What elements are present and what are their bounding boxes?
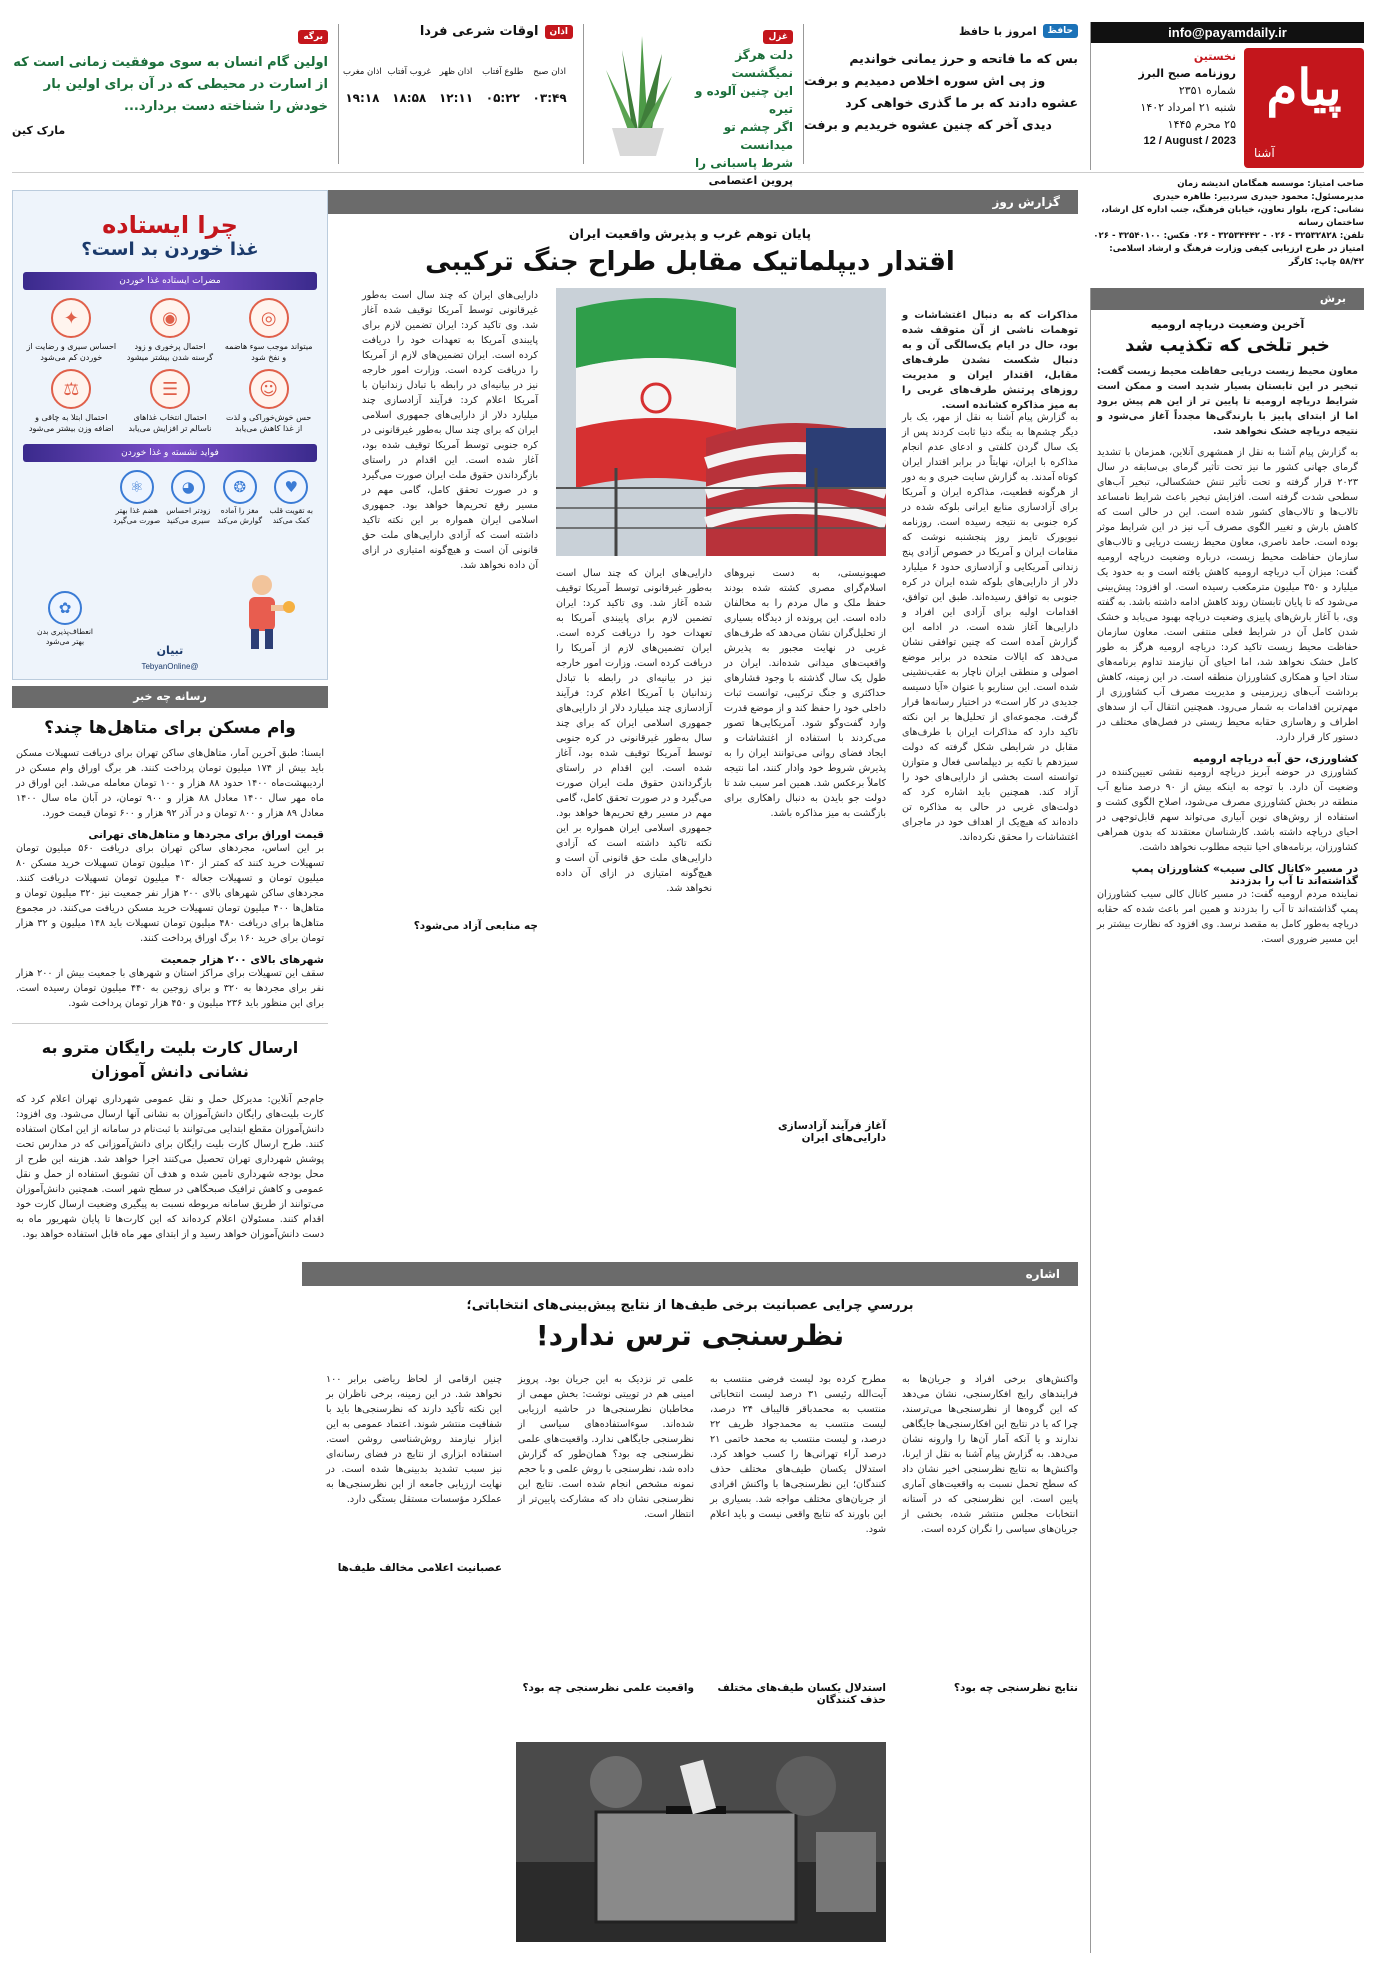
- quote-author: مارک کین: [12, 124, 66, 137]
- section-label-text: گزارش روز: [992, 195, 1060, 209]
- ad-harm-item: [222, 369, 315, 434]
- prayer-header: اذان صبح: [533, 67, 566, 77]
- news-sub2-body: سقف این تسهیلات برای مراکز استان و شهرهای با جمعیت بیش از ۲۰۰ هزار نفر برای مجردها به ۳۲۰ و برای زوجین به ۴۴۰ میلیون تومان رسیده است. برای این منظور باید ۲۳۶ میلیون و ۴۵۰ هزار تومان پرداخت شود.: [16, 968, 324, 1009]
- credit-line: مدیرمسئول: محمود حیدری سردبیر: طاهره حیدری: [1152, 192, 1364, 202]
- metro-card-body: جام‌جم آنلاین: مدیرکل حمل و نقل عمومی شهرداری تهران اعلام کرد که کارت بلیت‌های رایگان دانش‌آموزان به نشانی آنها ارسال می‌شود. وی افزود: دانش‌آموزان مقطع ابتدایی می‌توانند با ثبت‌نام در سامانه از این امکان استفاده کنند. طرح ارسال کارت بلیت رایگان برای دانش‌آموزانی که در مدارس تحت پوشش شهرداری تهران تحصیل می‌کنند اجرا خواهد شد. هزینه این طرح از محل بودجه شهرداری تامین شده و هدف آن تشویق استفاده از حمل و نقل عمومی و کاهش ترافیک صبحگاهی در سطح شهر است. همچنین دانش‌آموزان می‌توانند از طریق سامانه مربوطه نسبت به پیگیری وضعیت ارسال کارت خود اقدام کنند. مسئولان اعلام کرده‌اند که این کارت‌ها تا پایان شهریور ماه به دست دانش‌آموزان خواهد رسید و از ابتدای مهر ماه قابل استفاده خواهد بود.: [16, 1094, 324, 1240]
- section-label-text: رسانه چه خبر: [133, 690, 207, 703]
- quote-box: [12, 24, 328, 164]
- date-en: 12 / August / 2023: [1143, 135, 1236, 147]
- date-fa: شنبه ۲۱ امرداد ۱۴۰۲: [1140, 101, 1236, 114]
- report-kicker: پایان توهم غرب و پذیرش واقعیت ایران: [568, 226, 812, 241]
- issue-number: شماره ۲۳۵۱: [1178, 84, 1236, 97]
- ad-strip-harms: مضرات ایستاده غذا خوردن: [23, 272, 317, 290]
- ad-harms-grid: [13, 290, 327, 442]
- ad-harm-text: احساس سیری و رضایت از خوردن کم می‌شود: [26, 342, 117, 362]
- hafez-line: وز پی اش سوره اخلاص دمیدیم و برفت: [804, 73, 1046, 88]
- ad-benefit-text: زودتر احساس سیری می‌کنید: [166, 506, 211, 525]
- infographic-ad[interactable]: [12, 190, 328, 680]
- stretch-icon: ✿: [48, 591, 82, 625]
- section-label-text: اشاره: [1025, 1267, 1060, 1281]
- date-hijri: ۲۵ محرم ۱۴۴۵: [1167, 118, 1236, 131]
- masthead-info: [1096, 48, 1236, 150]
- prayer-value: ۱۲:۱۱: [438, 91, 474, 105]
- section-label-media: [12, 686, 328, 708]
- ad-brand: تبیان: [156, 644, 184, 657]
- burger-icon: ☰: [150, 369, 190, 409]
- boresh-lead: معاون محیط زیست دریایی حفاظت محیط زیست گفت: تبخیر در این تابستان بسیار شدید است و ممکن است شرایط دریاچه ارومیه تا پایین تر از این هم پیش برود اما از ابتدای پاییز با بارندگی‌ها مجدداً آغاز می‌شود و نتیجه دریاچه خشک نخواهد شد.: [1097, 366, 1358, 437]
- credit-line: صاحب امتیاز: موسسه همگامان اندیشه زمان: [1177, 179, 1364, 189]
- bowl-icon: ◕: [171, 470, 205, 504]
- prayer-col: [386, 67, 433, 105]
- ad-benefit-item: [165, 470, 213, 526]
- hafez-box: [803, 24, 1078, 164]
- hafez-verses: [804, 48, 1078, 136]
- logo-text: پیام: [1266, 58, 1342, 117]
- scale-icon: ⚖: [51, 369, 91, 409]
- prayer-header: اذان مغرب: [343, 67, 382, 77]
- ishareh-kicker: بررسیِ چرایی عصبانیت برخی طیف‌ها از نتایج پیش‌بینی‌های انتخاباتی؛: [466, 1298, 914, 1313]
- logo-block: [1244, 48, 1364, 168]
- ad-harm-item: [25, 369, 118, 434]
- report-col1: به گزارش پیام آشنا به نقل از مهر، یک بار دیگر چشم‌ها به ینگه دنیا ثابت کردند پس از یک سال گردن کلفتی و ادعای عدم انجام مذاکره با ایران، نهایتاً در برابر اقتدار ایران کوتاه آمدند. به گزارش سایت خبری و به دور از هرگونه قطعیت، مذاکره ایران و آمریکا برای آزادسازی منابع ایرانی بلوکه شده در کره جنوبی به نتیجه رسیده است. روزنامه نیویورک تایمز روز پنجشنبه نوشت که مقامات ایران و آمریکا در خصوص آزادی پنج زندانی آمریکایی و آزادسازی حدود ۶ میلیارد دلار از دارایی‌های بلوکه شده ایران در کره جنوبی به توافق رسیده‌اند. طبق این توافق، اقدامات اولیه برای آزادی این افراد و دارایی‌ها آغاز شده است. در ادامه این گزارش آمده است که چنین توافقی نشان می‌دهد که ایالات متحده در برابر موضع اصولی و منطقی ایران ناچار به عقب‌نشینی شده است. این سناریو با عنوان «آیا دسیسه جدیدی در کار است» در اختیار رسانه‌ها قرار گرفت. مجموعه‌ای از تحلیل‌ها بر این نکته تاکید دارد که مذاکرات ایران با طرف‌های مقابل در شرایطی شکل گرفته که دولت سیزدهم با تکیه بر دیپلماسی فعال و متوازن توانسته است بخشی از دارایی‌های خود را آزاد کند. همچنین باید اشاره کرد که دولت‌های غربی در حالی به مذاکره تن داده‌اند که هیچ‌یک از اهداف خود در ماجرای اغتشاشات را محقق نکرده‌اند.: [902, 412, 1079, 843]
- report-sub2: آغاز فرآیند آزادسازی دارایی‌های ایران: [778, 1120, 886, 1144]
- prayer-value: ۱۸:۵۸: [392, 91, 427, 105]
- hafez-title: امروز با حافظ: [959, 24, 1037, 38]
- hafez-line: بس که ما فاتحه و حرز یمانی خواندیم: [849, 51, 1078, 66]
- email[interactable]: info@payamdaily.ir: [1091, 22, 1364, 43]
- boresh-sub1-body: کشاورزی در حوضه آبریز دریاچه ارومیه نقشی تعیین‌کننده در وضعیت آن دارد. با توجه به اینکه بیش از ۹۰ درصد منابع آب منطقه در بخش کشاورزی مصرف می‌شود، اصلاح الگوی کشت و استفاده از روش‌های نوین آبیاری می‌تواند سهم قابل‌توجهی در احیای دریاچه داشته باشد. کارشناسان معتقدند که بدون همراهی کشاورزان، برنامه‌های احیا نتیجه مطلوب نخواهد داشت.: [1097, 767, 1358, 853]
- news-divider: [12, 1023, 328, 1024]
- report-section: [302, 190, 1078, 1240]
- prayer-header: غروب آفتاب: [387, 67, 431, 77]
- ishareh-sub2: نتایج نظرسنجی چه بود؟: [953, 1682, 1078, 1694]
- face-icon: ☺: [249, 369, 289, 409]
- boresh-title: خبر تلخی که تکذیب شد: [1125, 335, 1330, 356]
- ad-benefit-text: انعطاف‌پذیری بدن بهتر می‌شود: [36, 627, 94, 646]
- credit-line: تلفن: ۳۲۵۳۲۸۲۸ - ۰۲۶ - ۳۲۵۳۴۴۴۲ - ۰۲۶ فکس: ۳۲۵۴۰۱۰۰ - ۰۲۶: [1093, 231, 1364, 241]
- report-col4: دارایی‌های ایران که چند سال است به‌طور غیرقانونی توسط آمریکا توقیف شده آغاز شد. وی تاکید کرد: ایران تضمین لازم برای پایبندی آمریکا به تعهدات خود را دریافت کرده است. ایران تضمین‌های لازم از آمریکا را دریافت کرده است. وزارت امور خارجه نیز در بیانیه‌ای در رابطه با تبادل زندانیان با آمریکا اعلام کرد: فرآیند آزادسازی چند میلیارد دلار از دارایی‌های جمهوری اسلامی ایران که برای چند سال به‌طور غیرقانونی در کره جنوبی توسط آمریکا توقیف شده بود، آغاز شده است. این اقدام در راستای بازگرداندن حقوق ملت ایران صورت می‌گیرد و در صورت تحقق کامل، گامی مهم در مسیر رفع تحریم‌ها خواهد بود. جمهوری اسلامی ایران همواره بر این نکته تاکید داشته است که آزادی دارایی‌های ملت حق قانونی آن است و هیچ‌گونه امتیازی در ازای آن داده نخواهد شد.: [362, 290, 538, 571]
- hafez-line: عشوه دادند که بر ما گذری خواهی کرد: [845, 95, 1078, 110]
- media-news-section: [12, 686, 328, 1952]
- prayer-value: ۱۹:۱۸: [345, 91, 380, 105]
- news-body: ایسنا: طبق آخرین آمار، متاهل‌های ساکن تهران برای دریافت تسهیلات مسکن باید بیش از ۱۷۴ میلیون تومان پرداخت کنند. هر برگ اوراق وام مسکن در اردیبهشت‌ماه ۱۴۰۰ حدود ۸۸ هزار و ۱۰۰ تومان معامله می‌شد. این اوراق در ماه مهر سال ۱۴۰۰ معادل ۸۸ هزار و ۹۰۰ تومان، در آبان ماه سال ۱۴۰۰ معادل ۸۹ هزار و ۸۰۰ تومان و در آذر ۹۲ هزار و ۶۰۰ تومان قیمت خورد.: [16, 748, 324, 819]
- ishareh-title: نظرسنجی ترس ندارد!: [535, 1319, 845, 1352]
- poem-line: این چنین آلوده و تیره: [694, 84, 793, 116]
- ad-harm-item: [222, 298, 315, 363]
- boresh-body: به گزارش پیام آشنا به نقل از همشهری آنلاین، همزمان با تشدید گرمای جهانی کشور ما نیز تحت تأثیر گرمای بی‌سابقه در سال ۲۰۲۳ قرار گرفته و تحت تأثیر تنش خشکسالی، تبخیر آب‌های سطحی شدت گرفته است. افزایش تبخیر باعث شرایط نامساعد تالاب‌ها و تالاب‌های کشور شده است. این در حالی است که کاهش بارش و تغییر الگوی مصرف آب نیز در این شرایط موثر بوده است. حامد ناصری، معاون محیط زیست دریایی و تالاب‌های سازمان حفاظت محیط زیست، درباره وضعیت دریاچه ارومیه گفت: میزان آب دریاچه ارومیه کاهش یافته است و به حدود یک میلیارد و ۳۵۰ میلیون مترمکعب رسیده است. او افزود: پیش‌بینی می‌شود که تا پایان تابستان روند کاهش ادامه داشته باشد. به گفته وی، با آغاز بارش‌های پاییزی وضعیت دریاچه بهبود می‌یابد و خشک شدن کامل آن در شرایط فعلی منتفی است. معاون سازمان حفاظت محیط زیست تاکید کرد: دریاچه ارومیه هرگز به طور کامل خشک نخواهد شد، اما احیای آن نیازمند تداوم برنامه‌های ستاد احیا و همکاری کشاورزان منطقه است. در این زمینه، کاهش برداشت آب‌های زیرزمینی و مدیریت مصرف آب کشاورزی از مهم‌ترین اقدامات به شمار می‌رود. همچنین انتقال آب از سدهای اطراف و رهاسازی حقابه محیط زیستی در فصل‌های مختلف در دستور کار قرار دارد.: [1097, 447, 1358, 743]
- brain-icon: ❂: [223, 470, 257, 504]
- credit-line: نشانی: کرج، بلوار تعاون، خیابان فرهنگ، جنب اداره کل ارشاد، ساختمان رسانه: [1101, 205, 1364, 228]
- boresh-sub1: کشاورزی، حق آبه دریاچه ارومیه: [1192, 753, 1358, 765]
- ishareh-sub1: استدلال یکسان طیف‌های مختلف حذف کنندگان: [717, 1682, 886, 1706]
- ishareh-col4: چنین ارقامی از لحاظ ریاضی برابر ۱۰۰ نخواهد شد. در این زمینه، برخی ناظران بر این نکته تأکید دارند که نظرسنجی‌ها باید با شفافیت منتشر شوند. اعتماد عمومی به این ابزار نیازمند روش‌شناسی روشن است. استفاده ابزاری از نتایج در فضای رسانه‌ای نیز سبب تشدید بدبینی‌ها شده است. در نهایت ارزیابی جامعه از این نظرسنجی‌ها به عملکرد مؤسسات مستقل بستگی دارد.: [326, 1374, 502, 1505]
- ad-harm-item: [124, 298, 217, 363]
- ishareh-col1: واکنش‌های برخی افراد و جریان‌ها به فرایندهای رایج افکارسنجی، نشان می‌دهد که این گروه‌ها از نظرسنجی‌ها می‌ترسند، چرا که یا در نتایج این افکارسنجی‌ها جایگاهی ندارند و یا آنکه آمار آن‌ها را وارونه نشان می‌دهد. به گزارش پیام آشنا به نقل از ایرنا، واکنش‌ها به نتایج نظرسنجی اخیر نشان داد که سطح تحمل نسبت به واقعیت‌های آماری پایین است. این نظرسنجی که در آستانه انتخابات مجلس منتشر شده، بخشی از جریان‌های سیاسی را نگران کرده است.: [902, 1374, 1078, 1535]
- report-col2: صهیونیستی، به دست نیروهای اسلام‌گرای مصری کشته شده بودند حفظ ملک و مال مردم را به مخالفان داده است. این پرونده از دیدگاه بسیاری از تحلیل‌گران نشان می‌دهد که طرف‌های غربی در نهایت مجبور به پذیرش واقعیت‌های میدانی شده‌اند. ایران در طول یک سال گذشته با وجود فشارهای حداکثری و جنگ ترکیبی، توانست ثبات داخلی خود را حفظ کند و از موضع قدرت وارد گفت‌وگو شود. آمریکایی‌ها تصور می‌کردند با استفاده از اغتشاشات و ایجاد فضای روانی می‌توانند ایران را به پذیرش شروط خود وادار کنند، اما نتیجه کاملاً برعکس شد. همین امر سبب شد تا دولت جو بایدن به دنبال راهکاری برای بازگشت به میز مذاکره باشد.: [724, 568, 886, 819]
- boresh-kicker: آخرین وضعیت دریاچه ارومیه: [1150, 318, 1305, 331]
- stomach-icon: ◎: [249, 298, 289, 338]
- fork-icon: ✦: [51, 298, 91, 338]
- ad-title-2: غذا خوردن بد است؟: [81, 239, 259, 260]
- ad-harm-text: احتمال پرخوری و زود گرسنه شدن بیشتر میشود: [126, 342, 214, 362]
- boresh-sub2: در مسیر «کانال کالی سیب» کشاورزان پمپ گذاشته‌اند تا آب را بدزدند: [1131, 863, 1358, 887]
- ad-harm-text: احتمال ابتلا به چاقی و اضافه وزن بیشتر می‌شود: [28, 413, 114, 433]
- poem-lines: [688, 46, 793, 190]
- poem-badge: غزل: [763, 30, 793, 44]
- ishareh-sub4: عصبانیت اعلامی مخالف طیف‌ها: [337, 1562, 502, 1574]
- ad-benefit-text: به تقویت قلب کمک می‌کند: [269, 506, 314, 525]
- prayer-value: ۰۳:۴۹: [532, 91, 567, 105]
- poem-author: پروین اعتصامی: [708, 174, 793, 187]
- report-col3: دارایی‌های ایران که چند سال است به‌طور غیرقانونی توسط آمریکا توقیف شده آغاز شد. وی تاکید کرد: ایران تضمین لازم برای پایبندی آمریکا به تعهدات خود را دریافت کرده است. ایران تضمین‌های لازم از آمریکا را دریافت کرده است. وزارت امور خارجه نیز در بیانیه‌ای در رابطه با تبادل زندانیان با آمریکا اعلام کرد: فرآیند آزادسازی چند میلیارد دلار از دارایی‌های جمهوری اسلامی ایران که برای چند سال به‌طور غیرقانونی در کره جنوبی توسط آمریکا توقیف شده بود، آغاز شده است. این اقدام در راستای بازگرداندن حقوق ملت ایران صورت می‌گیرد و در صورت تحقق کامل، گامی مهم در مسیر رفع تحریم‌ها خواهد بود. جمهوری اسلامی ایران همواره بر این نکته تاکید داشته است که آزادی دارایی‌های ملت حق قانونی آن است و هیچ‌گونه امتیازی در ازای آن داده نخواهد شد.: [556, 568, 712, 894]
- report-sub1: چه منابعی آزاد می‌شود؟: [413, 920, 538, 932]
- prayer-header: اذان ظهر: [439, 67, 473, 77]
- poem-line: دلت هرگز نمیگشست: [731, 48, 793, 80]
- ad-benefit-item: [216, 470, 264, 526]
- report-lead: مذاکرات که به دنبال اغتشاشات و توهمات ناشی از آن متوقف شده بود، حال در ایام یک‌سالگی آن و به دنبال شکست نشدن طرف‌های مقابل، اقتدار ایران و مدیریت روزهای پرتنش طرف‌های غربی را به میز مذاکره کشانده است.: [902, 310, 1078, 411]
- news-sub1: قیمت اوراق برای مجردها و متاهل‌های تهرانی: [88, 829, 324, 841]
- ad-harm-item: [25, 298, 118, 363]
- hafez-badge: حافظ: [1043, 24, 1078, 38]
- prayer-col: [433, 67, 480, 105]
- ishareh-section: [302, 1262, 1078, 1952]
- ad-harm-item: [124, 369, 217, 434]
- poem-line: اگر چشم تو میدانست: [723, 120, 793, 152]
- ad-title-1: چرا ایستاده: [102, 211, 238, 239]
- section-label-report: [302, 190, 1078, 214]
- report-title: اقتدار دیپلماتیک مقابل طراح جنگ ترکیبی: [425, 247, 955, 277]
- poem-line: شرط پاسبانی را: [695, 156, 793, 170]
- credits: [1090, 178, 1364, 269]
- ad-benefits-grid: [13, 462, 327, 526]
- ad-benefit-text: مغز را آماده گوارش می‌کند: [217, 506, 263, 525]
- hafez-line: دیدی آخر که چنین عشوه خریدیم و برفت: [804, 117, 1052, 132]
- ad-harm-text: حس خوش‌خوراکی و لذت از غذا کاهش می‌یابد: [226, 413, 312, 433]
- metro-card-title: ارسال کارت بلیت رایگان مترو به نشانی دانش آموزان: [41, 1038, 299, 1081]
- poem-box: [583, 24, 793, 187]
- plate-icon: ◉: [150, 298, 190, 338]
- prayer-title: اوقات شرعی فردا: [419, 24, 539, 39]
- masthead: [1090, 22, 1364, 170]
- plant-image: [592, 30, 684, 158]
- ad-brand-sub: @TebyanOnline: [141, 662, 199, 671]
- logo-sub: آشنا: [1254, 146, 1275, 160]
- first-label: نخستین: [1193, 50, 1236, 63]
- prayer-badge: اذان: [545, 25, 573, 39]
- quote-text: اولین گام انسان به سوی موفقیت زمانی است که از اسارت در محیطی که در آن برای اولین بار خودش را شناخته دست بردارد...: [13, 55, 328, 114]
- prayer-col: [479, 67, 526, 105]
- prayer-table: [339, 67, 573, 105]
- ad-benefit-last: [35, 591, 95, 647]
- heart-icon: ♥: [274, 470, 308, 504]
- news-title: وام مسکن برای متاهل‌ها چند؟: [44, 718, 296, 738]
- boresh-sub2-body: نماینده مردم ارومیه گفت: در مسیر کانال کالی سیب کشاورزان پمپ گذاشته‌اند تا آب را بدزدند و همین امر باعث شده که حقابه دریاچه به‌طور کامل به مقصد نرسد. وی افزود که نظارت بیشتر بر این مسیر ضروری است.: [1097, 889, 1358, 945]
- prayer-value: ۰۵:۲۲: [485, 91, 520, 105]
- news-sub2: شهرهای بالای ۲۰۰ هزار جمعیت: [160, 954, 324, 966]
- ishareh-col3: علمی تر نزدیک به این جریان بود. پرویز امینی هم در توییتی نوشت: بخش مهمی از مخاطبان نظرسنجی‌ها در حاشیه ارزیابی شده‌اند. سوءاستفاده‌های سیاسی از نظرسنجی جایگاهی ندارد. واقعیت‌های علمی نظرسنجی چه بود؟ همان‌طور که گزارش داده شد، نظرسنجی با روش علمی و با حجم نمونه مشخص انجام شده است. نتایج این نظرسنجی نشان داد که مشارکت پایین‌تر از انتظار است.: [518, 1374, 694, 1520]
- report-flag-photo: [556, 288, 886, 556]
- prayer-box: [338, 24, 573, 164]
- credit-line: امتیاز در طرح ارزیابی کیفی وزارت فرهنگ و ارشاد اسلامی: ۵۸/۴۲ چاپ: کارگر: [1109, 244, 1364, 267]
- digestion-icon: ⚛: [120, 470, 154, 504]
- prayer-header: طلوع آفتاب: [482, 67, 524, 77]
- ad-figure: [227, 571, 297, 651]
- subtitle: روزنامه صبح البرز: [1138, 67, 1236, 80]
- news-sub1-body: بر این اساس، مجردهای ساکن تهران برای دریافت ۵۶۰ میلیون تومان تسهیلات خرید کنند که کمتر از ۱۳۰ میلیون تومان تسهیلات خرید مسکن ۸۰ میلیون تومان و تسهیلات جعاله ۴۰ میلیون تومان تسهیلات دریافت کنند. مجردهای ساکن شهرهای بالای ۲۰۰ هزار نفر جمعیت نیز ۳۲۰ میلیون تومان و متاهل‌ها ۴۰۰ میلیون تومان تسهیلات خرید مسکن دریافت می‌کنند. در مجموع متاهل‌ها برای دریافت ۴۸۰ میلیون تومان تسهیلات باید ۱۴۸ میلیون و ۳۲ هزار تومان برای خرید ۱۶۰ برگ اوراق پرداخت کنند.: [16, 843, 325, 944]
- ishareh-col2: مطرح کرده بود لیست فرضی منتسب به آیت‌الله رئیسی ۳۱ درصد لیست انتخاباتی منتسب به محمدباقر قالیباف ۲۴ درصد، لیست منتسب به محمدجواد ظریف ۲۲ درصد، و لیست منتسب به محمد خاتمی ۲۱ درصد آراء تهرانی‌ها را کسب خواهد کرد. استدلال یکسان طیف‌های مختلف حذف کنندگان؛ این نظرسنجی‌ها با واکنش افرادی از جریان‌های مختلف مواجه شد. بسیاری بر این باورند که نتایج واقعی نیست و باید اعلام شود.: [710, 1374, 887, 1535]
- boresh-section: [1090, 288, 1364, 1953]
- ad-strip-benefits: فواید نشسته و غذا خوردن: [23, 444, 317, 462]
- ad-harm-text: احتمال انتخاب غذاهای ناسالم تر افزایش می‌یابد: [128, 413, 212, 433]
- section-label-ishareh: [302, 1262, 1078, 1286]
- prayer-col: [526, 67, 573, 105]
- ad-harm-text: میتواند موجب سوء هاضمه و نفخ شود: [224, 342, 313, 362]
- ad-benefit-item: [113, 470, 161, 526]
- ishareh-sub3: واقعیت علمی نظرسنجی چه بود؟: [522, 1682, 694, 1694]
- quote-badge: برگه: [298, 30, 328, 44]
- section-label-text: برش: [1319, 292, 1346, 305]
- ad-benefit-item: [268, 470, 316, 526]
- prayer-col: [339, 67, 386, 105]
- section-label-boresh: [1091, 288, 1364, 310]
- masthead-divider: [12, 172, 1364, 173]
- ballot-photo: [516, 1742, 886, 1942]
- ad-benefit-text: هضم غذا بهتر صورت می‌گیرد: [113, 506, 161, 525]
